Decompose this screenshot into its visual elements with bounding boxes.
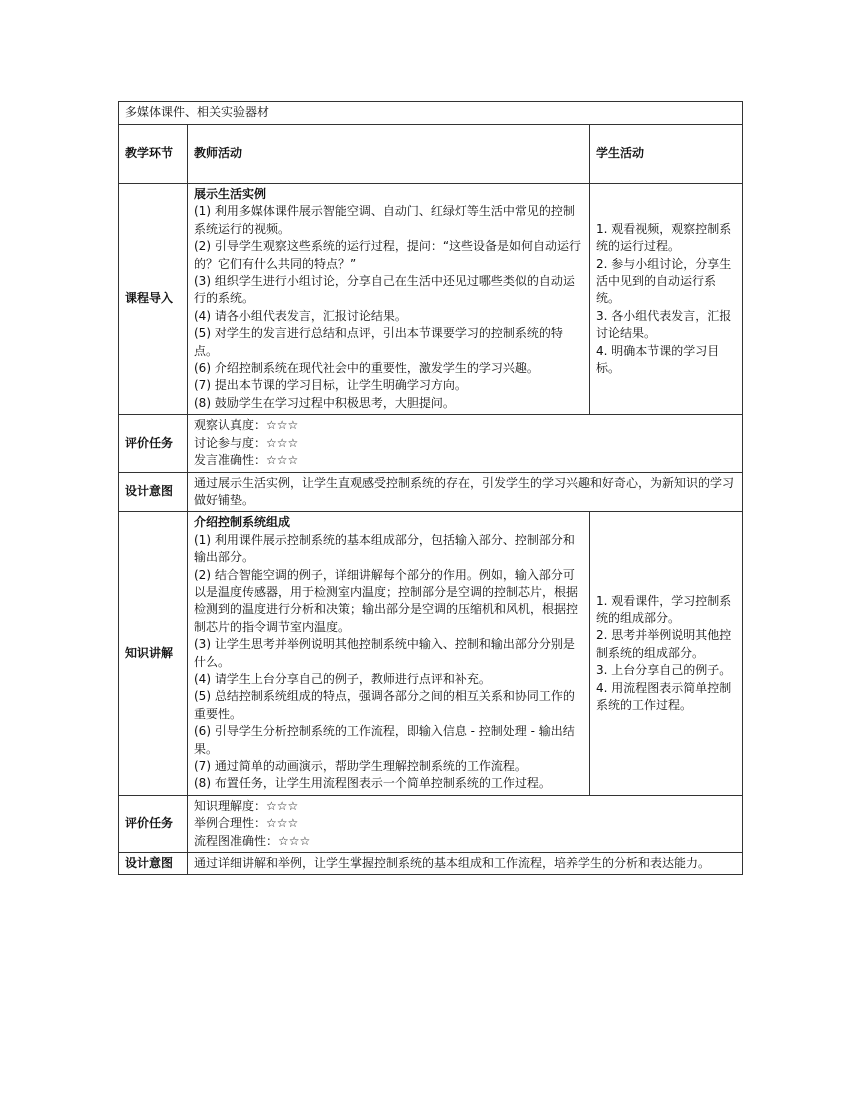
teacher-step: (4) 请学生上台分享自己的例子，教师进行点评和补充。 <box>194 671 491 686</box>
header-teacher: 教师活动 <box>188 125 590 184</box>
teacher-step: (1) 利用多媒体课件展示智能空调、自动门、红绿灯等生活中常见的控制系统运行的视频。 <box>194 204 575 236</box>
teacher-step: (6) 引导学生分析控制系统的工作流程，即输入信息 - 控制处理 - 输出结果。 <box>194 724 575 756</box>
teacher-step: (7) 通过简单的动画演示，帮助学生理解控制系统的工作流程。 <box>194 759 527 773</box>
teacher-step: (5) 对学生的发言进行总结和点评，引出本节课要学习的控制系统的特点。 <box>194 326 563 358</box>
student-activity-cell <box>590 512 743 796</box>
design-row <box>119 472 743 512</box>
evaluation-row <box>119 415 743 472</box>
stage-label: 课程导入 <box>119 184 188 415</box>
design-row <box>119 853 743 875</box>
design-text: 通过详细讲解和举例，让学生掌握控制系统的基本组成和工作流程，培养学生的分析和表达能力。 <box>188 853 743 875</box>
student-step: 2. 参与小组讨论，分享生活中见到的自动运行系统。 <box>596 256 732 306</box>
design-text: 通过展示生活实例，让学生直观感受控制系统的存在，引发学生的学习兴趣和好奇心，为新知识的学习做好铺垫。 <box>188 472 743 512</box>
design-label: 设计意图 <box>119 472 188 512</box>
student-step: 3. 各小组代表发言，汇报讨论结果。 <box>596 308 732 341</box>
stage-label: 知识讲解 <box>119 512 188 796</box>
teacher-step: (6) 介绍控制系统在现代社会中的重要性，激发学生的学习兴趣。 <box>194 361 539 376</box>
activity-title: 展示生活实例 <box>194 187 267 201</box>
teacher-step: (8) 布置任务，让学生用流程图表示一个简单控制系统的工作过程。 <box>194 776 551 791</box>
teacher-step: (7) 提出本节课的学习目标，让学生明确学习方向。 <box>194 378 467 393</box>
materials-row <box>119 102 743 125</box>
student-step: 1. 观看视频，观察控制系统的运行过程。 <box>596 221 732 254</box>
evaluation-item: 知识理解度：☆☆☆ <box>194 798 299 813</box>
student-step: 4. 明确本节课的学习目标。 <box>596 343 720 376</box>
teacher-step: (5) 总结控制系统组成的特点，强调各部分之间的相互关系和协同工作的重要性。 <box>194 689 575 721</box>
evaluation-item: 观察认真度：☆☆☆ <box>194 418 299 433</box>
teacher-activity-cell <box>188 512 590 796</box>
evaluation-item: 举例合理性：☆☆☆ <box>194 816 299 831</box>
section-row-intro <box>119 184 743 415</box>
teacher-step: (8) 鼓励学生在学习过程中积极思考，大胆提问。 <box>194 395 455 410</box>
teacher-step: (1) 利用课件展示控制系统的基本组成部分，包括输入部分、控制部分和输出部分。 <box>194 532 575 565</box>
header-student: 学生活动 <box>590 125 743 184</box>
design-label: 设计意图 <box>119 853 188 875</box>
activity-title: 介绍控制系统组成 <box>194 515 291 530</box>
header-stage: 教学环节 <box>119 125 188 184</box>
lesson-plan-table <box>118 101 743 875</box>
section-row-knowledge <box>119 512 743 796</box>
evaluation-label: 评价任务 <box>119 415 188 472</box>
teacher-step: (2) 结合智能空调的例子，详细讲解每个部分的作用。例如，输入部分可以是温度传感器，用于检测室内温度；控制部分是空调的控制芯片，根据检测到的温度进行分析和决策；输出部分是空调的压缩机和风机，根据控制芯片的指令调节室内温度。 <box>194 567 579 634</box>
evaluation-item: 讨论参与度：☆☆☆ <box>194 435 299 450</box>
evaluation-cell <box>188 415 743 472</box>
teacher-activity-cell <box>188 184 590 415</box>
evaluation-row <box>119 795 743 852</box>
evaluation-label: 评价任务 <box>119 795 188 852</box>
student-step: 3. 上台分享自己的例子。 <box>596 663 732 678</box>
evaluation-item: 发言准确性：☆☆☆ <box>194 453 299 468</box>
evaluation-item: 流程图准确性：☆☆☆ <box>194 833 311 848</box>
header-row <box>119 125 743 184</box>
teacher-step: (4) 请各小组代表发言，汇报讨论结果。 <box>194 308 407 323</box>
teacher-step: (3) 让学生思考并举例说明其他控制系统中输入、控制和输出部分分别是什么。 <box>194 637 575 669</box>
student-step: 4. 用流程图表示简单控制系统的工作过程。 <box>596 680 732 713</box>
student-activity-cell <box>590 184 743 415</box>
teacher-step: (3) 组织学生进行小组讨论，分享自己在生活中还见过哪些类似的自动运行的系统。 <box>194 274 575 306</box>
evaluation-cell <box>188 795 743 852</box>
materials-cell: 多媒体课件、相关实验器材 <box>119 102 743 125</box>
student-step: 2. 思考并举例说明其他控制系统的组成部分。 <box>596 628 732 660</box>
teacher-step: (2) 引导学生观察这些系统的运行过程，提问：“这些设备是如何自动运行的？它们有什么共同的特点？” <box>194 239 582 271</box>
student-step: 1. 观看课件，学习控制系统的组成部分。 <box>596 593 732 626</box>
